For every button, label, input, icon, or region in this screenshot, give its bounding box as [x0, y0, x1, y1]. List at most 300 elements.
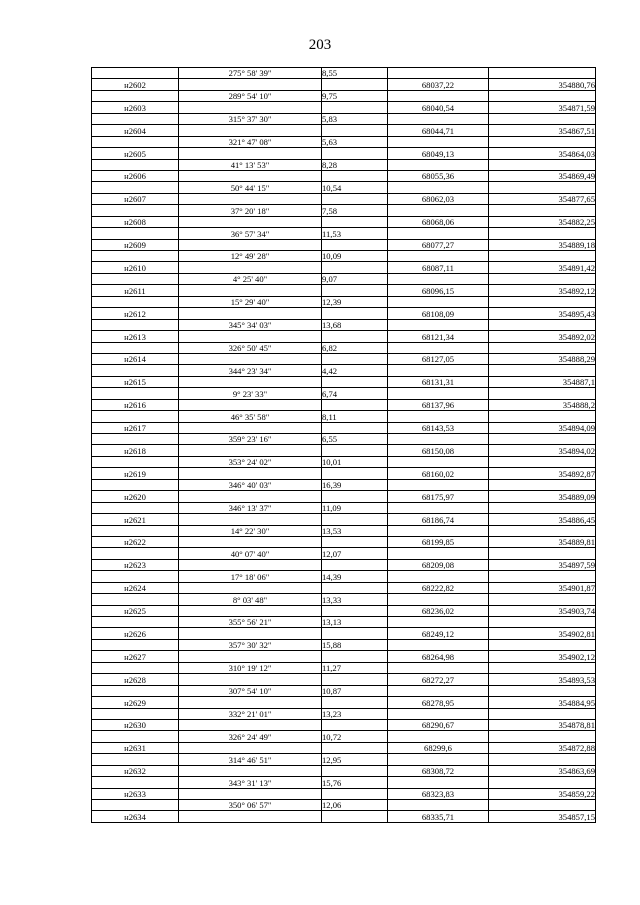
point-row	[92, 468, 596, 479]
x-coordinate-cell: 68236,02	[388, 605, 489, 616]
x-coordinate-cell	[388, 662, 489, 673]
bearing-angle-cell: 346° 13' 37"	[179, 502, 322, 513]
y-coordinate-cell	[489, 525, 596, 536]
point-name-cell: н2602	[92, 79, 179, 90]
bearing-angle-cell	[179, 628, 322, 639]
x-coordinate-cell: 68068,06	[388, 216, 489, 227]
y-coordinate-cell: 354892,12	[489, 285, 596, 296]
bearing-angle-cell	[179, 399, 322, 410]
y-coordinate-cell: 354871,59	[489, 102, 596, 113]
distance-cell: 12,06	[322, 800, 388, 811]
point-row	[92, 605, 596, 616]
y-coordinate-cell: 354892,87	[489, 468, 596, 479]
point-name-cell: н2625	[92, 605, 179, 616]
bearing-angle-cell: 359° 23' 16"	[179, 434, 322, 445]
point-row	[92, 697, 596, 708]
distance-cell	[322, 262, 388, 273]
point-name-cell	[92, 296, 179, 307]
segment-row	[92, 754, 596, 765]
x-coordinate-cell: 68209,08	[388, 559, 489, 570]
x-coordinate-cell: 68299,6	[388, 742, 489, 753]
bearing-angle-cell: 344° 23' 34"	[179, 365, 322, 376]
point-name-cell	[92, 68, 179, 79]
segment-row	[92, 113, 596, 124]
y-coordinate-cell: 354867,51	[489, 125, 596, 136]
y-coordinate-cell: 354902,12	[489, 651, 596, 662]
y-coordinate-cell	[489, 617, 596, 628]
distance-cell: 11,09	[322, 502, 388, 513]
distance-cell: 6,55	[322, 434, 388, 445]
bearing-angle-cell	[179, 536, 322, 547]
y-coordinate-cell	[489, 548, 596, 559]
bearing-angle-cell	[179, 811, 322, 822]
y-coordinate-cell	[489, 319, 596, 330]
distance-cell: 11,53	[322, 228, 388, 239]
segment-row	[92, 639, 596, 650]
distance-cell	[322, 491, 388, 502]
point-name-cell: н2628	[92, 674, 179, 685]
distance-cell: 15,76	[322, 777, 388, 788]
distance-cell	[322, 697, 388, 708]
bearing-angle-cell: 37° 20' 18"	[179, 205, 322, 216]
bearing-angle-cell: 40° 07' 40"	[179, 548, 322, 559]
y-coordinate-cell: 354872,88	[489, 742, 596, 753]
y-coordinate-cell	[489, 342, 596, 353]
bearing-angle-cell: 307° 54' 10"	[179, 685, 322, 696]
y-coordinate-cell: 354869,49	[489, 170, 596, 181]
segment-row	[92, 136, 596, 147]
point-name-cell: н2632	[92, 765, 179, 776]
distance-cell	[322, 353, 388, 364]
x-coordinate-cell: 68290,67	[388, 719, 489, 730]
y-coordinate-cell: 354903,74	[489, 605, 596, 616]
x-coordinate-cell: 68335,71	[388, 811, 489, 822]
point-name-cell	[92, 617, 179, 628]
distance-cell	[322, 102, 388, 113]
segment-row	[92, 205, 596, 216]
bearing-angle-cell: 332° 21' 01"	[179, 708, 322, 719]
segment-row	[92, 319, 596, 330]
point-name-cell: н2623	[92, 559, 179, 570]
bearing-angle-cell	[179, 491, 322, 502]
segment-row	[92, 251, 596, 262]
x-coordinate-cell: 68222,82	[388, 582, 489, 593]
distance-cell	[322, 376, 388, 387]
x-coordinate-cell: 68055,36	[388, 170, 489, 181]
distance-cell: 10,54	[322, 182, 388, 193]
segment-row	[92, 365, 596, 376]
point-name-cell	[92, 273, 179, 284]
distance-cell	[322, 399, 388, 410]
point-row	[92, 491, 596, 502]
y-coordinate-cell	[489, 685, 596, 696]
point-name-cell	[92, 159, 179, 170]
point-name-cell: н2605	[92, 148, 179, 159]
distance-cell: 12,07	[322, 548, 388, 559]
point-name-cell: н2627	[92, 651, 179, 662]
x-coordinate-cell	[388, 68, 489, 79]
distance-cell	[322, 445, 388, 456]
bearing-angle-cell: 326° 50' 45"	[179, 342, 322, 353]
point-row	[92, 651, 596, 662]
x-coordinate-cell	[388, 251, 489, 262]
distance-cell: 14,39	[322, 571, 388, 582]
point-name-cell	[92, 251, 179, 262]
y-coordinate-cell: 354886,45	[489, 514, 596, 525]
bearing-angle-cell	[179, 170, 322, 181]
point-name-cell	[92, 456, 179, 467]
y-coordinate-cell	[489, 754, 596, 765]
y-coordinate-cell	[489, 136, 596, 147]
distance-cell: 5,63	[322, 136, 388, 147]
y-coordinate-cell: 354902,81	[489, 628, 596, 639]
point-row	[92, 399, 596, 410]
bearing-angle-cell: 326° 24' 49"	[179, 731, 322, 742]
bearing-angle-cell: 12° 49' 28"	[179, 251, 322, 262]
y-coordinate-cell	[489, 388, 596, 399]
y-coordinate-cell: 354887,1	[489, 376, 596, 387]
point-name-cell: н2633	[92, 788, 179, 799]
y-coordinate-cell	[489, 502, 596, 513]
segment-row	[92, 617, 596, 628]
x-coordinate-cell: 68137,96	[388, 399, 489, 410]
segment-row	[92, 228, 596, 239]
y-coordinate-cell	[489, 731, 596, 742]
point-row	[92, 674, 596, 685]
bearing-angle-cell	[179, 719, 322, 730]
distance-cell	[322, 285, 388, 296]
bearing-angle-cell: 321° 47' 08"	[179, 136, 322, 147]
segment-row	[92, 456, 596, 467]
bearing-angle-cell	[179, 468, 322, 479]
distance-cell: 13,23	[322, 708, 388, 719]
point-name-cell: н2610	[92, 262, 179, 273]
bearing-angle-cell: 41° 13' 53"	[179, 159, 322, 170]
x-coordinate-cell: 68272,27	[388, 674, 489, 685]
bearing-angle-cell	[179, 331, 322, 342]
x-coordinate-cell	[388, 90, 489, 101]
x-coordinate-cell	[388, 548, 489, 559]
bearing-angle-cell	[179, 765, 322, 776]
point-name-cell	[92, 571, 179, 582]
page-number: 203	[308, 37, 332, 53]
point-row	[92, 308, 596, 319]
point-name-cell	[92, 594, 179, 605]
y-coordinate-cell	[489, 777, 596, 788]
distance-cell: 8,55	[322, 68, 388, 79]
y-coordinate-cell: 354894,02	[489, 445, 596, 456]
y-coordinate-cell	[489, 296, 596, 307]
point-row	[92, 170, 596, 181]
y-coordinate-cell: 354895,43	[489, 308, 596, 319]
point-row	[92, 239, 596, 250]
x-coordinate-cell	[388, 342, 489, 353]
segment-row	[92, 296, 596, 307]
distance-cell: 13,13	[322, 617, 388, 628]
distance-cell	[322, 193, 388, 204]
x-coordinate-cell	[388, 319, 489, 330]
x-coordinate-cell	[388, 388, 489, 399]
y-coordinate-cell	[489, 708, 596, 719]
segment-row	[92, 662, 596, 673]
point-name-cell	[92, 182, 179, 193]
distance-cell: 6,82	[322, 342, 388, 353]
point-name-cell	[92, 228, 179, 239]
y-coordinate-cell	[489, 456, 596, 467]
point-row	[92, 125, 596, 136]
point-row	[92, 216, 596, 227]
x-coordinate-cell	[388, 228, 489, 239]
point-name-cell: н2609	[92, 239, 179, 250]
point-name-cell: н2604	[92, 125, 179, 136]
point-name-cell: н2607	[92, 193, 179, 204]
y-coordinate-cell: 354882,25	[489, 216, 596, 227]
bearing-angle-cell: 346° 40' 03"	[179, 479, 322, 490]
point-name-cell	[92, 342, 179, 353]
y-coordinate-cell	[489, 205, 596, 216]
point-name-cell: н2630	[92, 719, 179, 730]
y-coordinate-cell: 354897,59	[489, 559, 596, 570]
point-name-cell: н2634	[92, 811, 179, 822]
distance-cell: 10,09	[322, 251, 388, 262]
y-coordinate-cell: 354893,53	[489, 674, 596, 685]
point-name-cell: н2631	[92, 742, 179, 753]
y-coordinate-cell	[489, 68, 596, 79]
distance-cell	[322, 216, 388, 227]
bearing-angle-cell: 355° 56' 21"	[179, 617, 322, 628]
distance-cell	[322, 765, 388, 776]
segment-row	[92, 685, 596, 696]
distance-cell: 13,68	[322, 319, 388, 330]
bearing-angle-cell	[179, 148, 322, 159]
point-name-cell	[92, 708, 179, 719]
segment-row	[92, 68, 596, 79]
distance-cell	[322, 559, 388, 570]
x-coordinate-cell	[388, 136, 489, 147]
x-coordinate-cell: 68249,12	[388, 628, 489, 639]
point-name-cell	[92, 639, 179, 650]
y-coordinate-cell: 354863,69	[489, 765, 596, 776]
x-coordinate-cell: 68160,02	[388, 468, 489, 479]
point-name-cell: н2615	[92, 376, 179, 387]
x-coordinate-cell: 68062,03	[388, 193, 489, 204]
x-coordinate-cell	[388, 777, 489, 788]
distance-cell: 12,39	[322, 296, 388, 307]
bearing-angle-cell	[179, 79, 322, 90]
x-coordinate-cell	[388, 411, 489, 422]
point-row	[92, 376, 596, 387]
bearing-angle-cell: 36° 57' 34"	[179, 228, 322, 239]
distance-cell	[322, 239, 388, 250]
bearing-angle-cell	[179, 674, 322, 685]
bearing-angle-cell	[179, 422, 322, 433]
x-coordinate-cell	[388, 182, 489, 193]
point-name-cell	[92, 136, 179, 147]
bearing-angle-cell: 314° 46' 51"	[179, 754, 322, 765]
distance-cell	[322, 605, 388, 616]
bearing-angle-cell: 343° 31' 13"	[179, 777, 322, 788]
distance-cell: 13,33	[322, 594, 388, 605]
x-coordinate-cell: 68096,15	[388, 285, 489, 296]
point-row	[92, 628, 596, 639]
y-coordinate-cell	[489, 639, 596, 650]
y-coordinate-cell	[489, 159, 596, 170]
x-coordinate-cell: 68127,05	[388, 353, 489, 364]
point-name-cell: н2620	[92, 491, 179, 502]
x-coordinate-cell	[388, 639, 489, 650]
bearing-angle-cell	[179, 559, 322, 570]
distance-cell	[322, 582, 388, 593]
bearing-angle-cell	[179, 125, 322, 136]
point-row	[92, 742, 596, 753]
y-coordinate-cell: 354857,15	[489, 811, 596, 822]
y-coordinate-cell	[489, 251, 596, 262]
x-coordinate-cell	[388, 434, 489, 445]
y-coordinate-cell	[489, 411, 596, 422]
point-name-cell: н2611	[92, 285, 179, 296]
x-coordinate-cell: 68121,34	[388, 331, 489, 342]
segment-row	[92, 434, 596, 445]
x-coordinate-cell	[388, 479, 489, 490]
point-row	[92, 536, 596, 547]
segment-row	[92, 502, 596, 513]
distance-cell	[322, 148, 388, 159]
y-coordinate-cell: 354888,2	[489, 399, 596, 410]
bearing-angle-cell	[179, 216, 322, 227]
point-name-cell: н2622	[92, 536, 179, 547]
x-coordinate-cell	[388, 731, 489, 742]
point-name-cell: н2619	[92, 468, 179, 479]
point-name-cell	[92, 685, 179, 696]
bearing-angle-cell: 8° 03' 48"	[179, 594, 322, 605]
distance-cell	[322, 788, 388, 799]
y-coordinate-cell	[489, 90, 596, 101]
x-coordinate-cell: 68040,54	[388, 102, 489, 113]
segment-row	[92, 388, 596, 399]
distance-cell: 16,39	[322, 479, 388, 490]
x-coordinate-cell	[388, 800, 489, 811]
coordinates-table	[91, 67, 596, 823]
point-name-cell: н2626	[92, 628, 179, 639]
point-name-cell: н2624	[92, 582, 179, 593]
distance-cell	[322, 125, 388, 136]
y-coordinate-cell: 354901,87	[489, 582, 596, 593]
distance-cell: 10,01	[322, 456, 388, 467]
bearing-angle-cell: 9° 23' 33"	[179, 388, 322, 399]
bearing-angle-cell	[179, 193, 322, 204]
bearing-angle-cell: 353° 24' 02"	[179, 456, 322, 467]
point-row	[92, 445, 596, 456]
y-coordinate-cell	[489, 800, 596, 811]
segment-row	[92, 525, 596, 536]
point-name-cell	[92, 113, 179, 124]
x-coordinate-cell: 68077,27	[388, 239, 489, 250]
point-name-cell: н2612	[92, 308, 179, 319]
x-coordinate-cell	[388, 159, 489, 170]
point-name-cell	[92, 731, 179, 742]
distance-cell: 7,58	[322, 205, 388, 216]
bearing-angle-cell: 357° 30' 32"	[179, 639, 322, 650]
segment-row	[92, 731, 596, 742]
segment-row	[92, 273, 596, 284]
point-name-cell	[92, 411, 179, 422]
point-name-cell	[92, 479, 179, 490]
y-coordinate-cell: 354889,18	[489, 239, 596, 250]
y-coordinate-cell	[489, 479, 596, 490]
point-row	[92, 559, 596, 570]
distance-cell	[322, 628, 388, 639]
bearing-angle-cell	[179, 514, 322, 525]
distance-cell	[322, 514, 388, 525]
point-row	[92, 811, 596, 822]
y-coordinate-cell: 354877,65	[489, 193, 596, 204]
bearing-angle-cell: 310° 19' 12"	[179, 662, 322, 673]
point-name-cell: н2617	[92, 422, 179, 433]
point-row	[92, 148, 596, 159]
x-coordinate-cell	[388, 754, 489, 765]
point-row	[92, 514, 596, 525]
x-coordinate-cell: 68264,98	[388, 651, 489, 662]
point-name-cell	[92, 319, 179, 330]
bearing-angle-cell: 50° 44' 15"	[179, 182, 322, 193]
point-name-cell	[92, 502, 179, 513]
y-coordinate-cell	[489, 113, 596, 124]
bearing-angle-cell	[179, 651, 322, 662]
x-coordinate-cell	[388, 456, 489, 467]
y-coordinate-cell: 354884,95	[489, 697, 596, 708]
distance-cell: 5,83	[322, 113, 388, 124]
point-row	[92, 102, 596, 113]
x-coordinate-cell: 68049,13	[388, 148, 489, 159]
y-coordinate-cell: 354864,03	[489, 148, 596, 159]
bearing-angle-cell: 350° 06' 57"	[179, 800, 322, 811]
bearing-angle-cell: 17° 18' 06"	[179, 571, 322, 582]
y-coordinate-cell: 354880,76	[489, 79, 596, 90]
segment-row	[92, 777, 596, 788]
distance-cell	[322, 170, 388, 181]
bearing-angle-cell: 315° 37' 30"	[179, 113, 322, 124]
distance-cell	[322, 651, 388, 662]
x-coordinate-cell	[388, 273, 489, 284]
segment-row	[92, 708, 596, 719]
point-name-cell	[92, 365, 179, 376]
distance-cell: 9,75	[322, 90, 388, 101]
table-body	[92, 68, 596, 823]
y-coordinate-cell: 354888,29	[489, 353, 596, 364]
bearing-angle-cell	[179, 308, 322, 319]
x-coordinate-cell	[388, 617, 489, 628]
point-name-cell	[92, 205, 179, 216]
distance-cell	[322, 674, 388, 685]
distance-cell: 13,53	[322, 525, 388, 536]
x-coordinate-cell: 68037,22	[388, 79, 489, 90]
y-coordinate-cell	[489, 273, 596, 284]
x-coordinate-cell	[388, 113, 489, 124]
distance-cell: 12,95	[322, 754, 388, 765]
distance-cell: 15,88	[322, 639, 388, 650]
y-coordinate-cell	[489, 365, 596, 376]
bearing-angle-cell: 289° 54' 10"	[179, 90, 322, 101]
y-coordinate-cell: 354878,81	[489, 719, 596, 730]
distance-cell	[322, 719, 388, 730]
segment-row	[92, 159, 596, 170]
point-name-cell	[92, 548, 179, 559]
x-coordinate-cell: 68186,74	[388, 514, 489, 525]
point-row	[92, 353, 596, 364]
distance-cell: 11,27	[322, 662, 388, 673]
distance-cell	[322, 422, 388, 433]
y-coordinate-cell: 354894,09	[489, 422, 596, 433]
